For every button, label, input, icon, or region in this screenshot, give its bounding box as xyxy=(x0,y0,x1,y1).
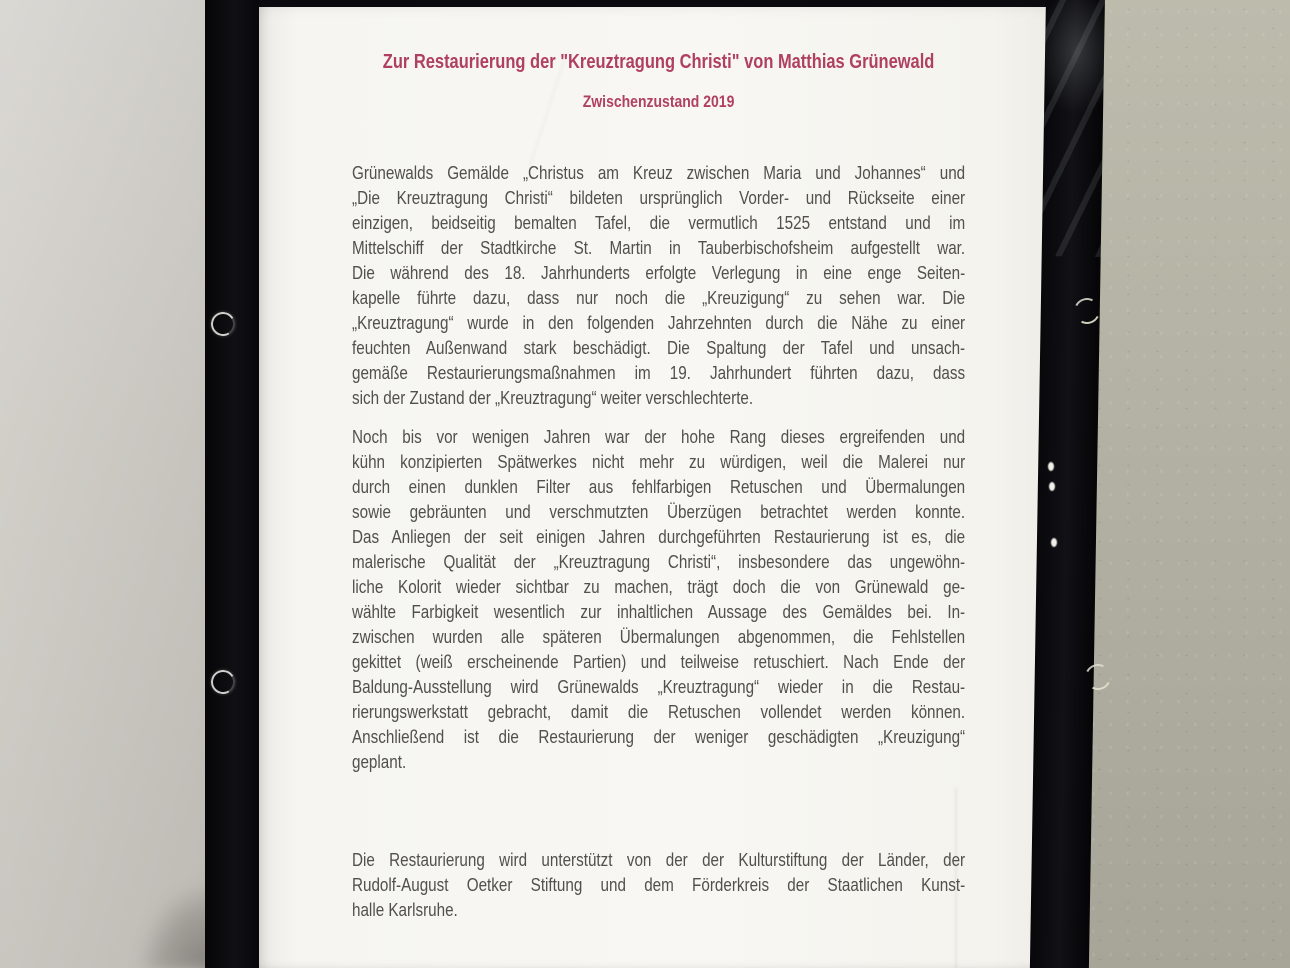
text-line: malerische Qualität der „Kreuztragung Christi“, insbesondere das ungewöhn- xyxy=(352,551,966,572)
text-line: „Kreuztragung“ wurde in den folgenden Jahrzehnten durch die Nähe zu einer xyxy=(352,312,966,333)
label-title: Zur Restaurierung der "Kreuztragung Christi" von Matthias Grünewald xyxy=(382,51,935,73)
text-line: rierungswerkstatt gebracht, damit die Retuschen vollendet werden können. xyxy=(352,701,966,722)
text-line: gemäße Restaurierungsmaßnahmen im 19. Jahrhundert führten dazu, dass xyxy=(352,362,966,383)
text-line: kapelle führte dazu, dass nur noch die „Kreuzigung“ zu sehen war. Die xyxy=(352,287,966,308)
text-line: „Die Kreuztragung Christi“ bildeten ursprünglich Vorder- und Rückseite einer xyxy=(352,187,966,208)
label-subtitle: Zwischenzustand 2019 xyxy=(582,92,735,111)
text-line: Das Anliegen der seit einigen Jahren durchgeführten Restaurierung ist es, die xyxy=(352,526,966,547)
text-line: sich der Zustand der „Kreuztragung“ weiter verschlechterte. xyxy=(352,387,754,408)
text-line: sowie gebräunten und verschmutzten Überzügen betrachtet werden konnte. xyxy=(352,501,966,522)
text-line: Die Restaurierung wird unterstützt von der der Kulturstiftung der Länder, der xyxy=(352,849,966,870)
label-content xyxy=(352,49,965,922)
text-line: Noch bis vor wenigen Jahren war der hohe Rang dieses ergreifenden und xyxy=(352,426,966,447)
text-line: liche Kolorit wieder sichtbar zu machen, trägt doch die von Grünewald ge- xyxy=(352,576,966,597)
wall-right xyxy=(1085,0,1290,968)
text-line: Grünewalds Gemälde „Christus am Kreuz zwischen Maria und Johannes“ und xyxy=(352,162,966,183)
frame-gloss-reflection xyxy=(1042,0,1105,257)
text-line: feuchten Außenwand stark beschädigt. Die Spaltung der Tafel und unsach- xyxy=(352,337,966,358)
text-line: einzigen, beidseitig bemalten Tafel, die vermutlich 1525 entstand und im xyxy=(352,212,966,233)
text-line: Baldung-Ausstellung wird Grünewalds „Kreuztragung“ wieder in die Restau- xyxy=(352,676,966,697)
text-line: geplant. xyxy=(352,751,407,772)
paper-edge-highlight xyxy=(1048,462,1054,471)
text-line: durch einen dunklen Filter aus fehlfarbigen Retuschen und Übermalungen xyxy=(352,476,966,497)
text-line: Rudolf-August Oetker Stiftung und dem Förderkreis der Staatlichen Kunst- xyxy=(352,874,966,895)
text-line: kühn konzipierten Spätwerkes nicht mehr zu würdigen, weil die Malerei nur xyxy=(352,451,966,472)
text-line: zwischen wurden alle späteren Übermalungen abgenommen, die Fehlstellen xyxy=(352,626,966,647)
text-line: Anschließend ist die Restaurierung der weniger geschädigten „Kreuzigung“ xyxy=(352,726,966,747)
paragraph-1 xyxy=(352,160,965,410)
text-line: wählte Farbigkeit wesentlich zur inhaltlichen Aussage des Gemäldes bei. In- xyxy=(352,601,966,622)
text-line: gekittet (weiß erscheinende Partien) und teilweise retuschiert. Nach Ende der xyxy=(352,651,966,672)
paper-edge-highlight xyxy=(1049,482,1055,491)
paragraph-2 xyxy=(352,424,965,774)
frame-rail-top xyxy=(257,0,1060,7)
paragraph-3 xyxy=(352,847,965,922)
paper-edge-highlight xyxy=(1051,538,1057,547)
frame-rail-left xyxy=(205,0,259,968)
text-line: Die während des 18. Jahrhunderts erfolgte Verlegung in eine enge Seiten- xyxy=(352,262,966,283)
text-line: Mittelschiff der Stadtkirche St. Martin in Tauberbischofsheim aufgestellt war. xyxy=(352,237,966,258)
text-line: halle Karlsruhe. xyxy=(352,899,458,920)
